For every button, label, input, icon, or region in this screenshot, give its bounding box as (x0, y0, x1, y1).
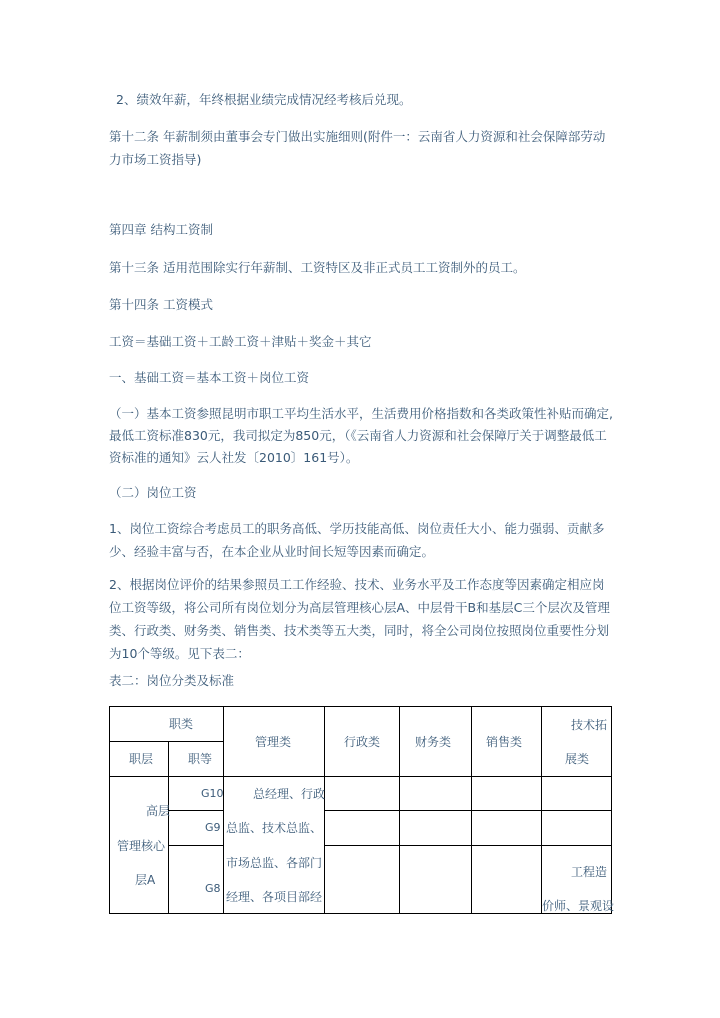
grade-g8: G8 (205, 882, 221, 895)
para-basic-salary-formula: 一、基础工资＝基本工资＋岗位工资 (109, 370, 310, 385)
th-administration: 行政类 (344, 735, 381, 749)
table-caption: 表二：岗位分类及标准 (109, 673, 235, 688)
th-grade: 职等 (188, 752, 213, 766)
level-text-2: 管理核心 (117, 839, 166, 853)
para-basic-salary: （一）基本工资参照昆明市职工平均生活水平，生活费用价格指数和各类政策性补贴而确定,最低工资标准830元，我司拟定为850元，（《云南省人力资源和社会保障厅关于调整最低工资标准的通知》云人社发〔2010〕161号）。 (109, 406, 613, 465)
level-text-1: 高层 (146, 804, 171, 818)
tech-text-2: 价师、景观设 (542, 899, 615, 913)
mgmt-text-2: 总监、技术总监、 (226, 821, 323, 835)
th-category: 职类 (169, 717, 194, 731)
position-classification-table (109, 706, 615, 914)
th-technical-2: 展类 (565, 752, 590, 766)
level-text-3: 层A (135, 873, 156, 887)
para-salary-formula: 工资＝基础工资＋工龄工资＋津贴＋奖金＋其它 (109, 334, 372, 349)
para-position-salary-heading: （二）岗位工资 (109, 485, 197, 500)
para-position-salary-2: 2、根据岗位评价的结果参照员工工作经验、技术、业务水平及工作态度等因素确定相应岗位工资等级，将公司所有岗位划分为高层管理核心层A、中层骨干B和基层C三个层次及管理类、行政类、财务类、销售类、技术类等五大类，同时，将全公司岗位按照岗位重要性分划为10个等级。见下表二： (109, 577, 610, 661)
mgmt-text-3: 市场总监、各部门 (226, 856, 323, 870)
mgmt-text-1: 总经理、行政 (253, 787, 326, 801)
th-management: 管理类 (255, 735, 292, 749)
th-sales: 销售类 (486, 735, 523, 749)
chapter-4-heading: 第四章 结构工资制 (109, 222, 213, 237)
para-article-12: 第十二条 年薪制须由董事会专门做出实施细则(附件一：云南省人力资源和社会保障部劳动力市场工资指导) (109, 129, 606, 167)
grade-g9: G9 (205, 821, 221, 834)
para-article-14: 第十四条 工资模式 (109, 297, 213, 312)
para-position-salary-1: 1、岗位工资综合考虑员工的职务高低、学历技能高低、岗位责任大小、能力强弱、贡献多少、经验丰富与否，在本企业从业时间长短等因素而确定。 (109, 521, 605, 559)
th-finance: 财务类 (415, 735, 452, 749)
para-performance-salary: 2、绩效年薪，年终根据业绩完成情况经考核后兑现。 (116, 92, 412, 107)
th-technical-1: 技术拓 (571, 718, 608, 732)
mgmt-text-4: 经理、各项目部经 (226, 890, 323, 904)
grade-g10: G10 (201, 787, 224, 800)
tech-text-1: 工程造 (571, 865, 608, 879)
para-article-13: 第十三条 适用范围除实行年薪制、工资特区及非正式员工工资制外的员工。 (109, 260, 526, 275)
th-level: 职层 (129, 752, 154, 766)
